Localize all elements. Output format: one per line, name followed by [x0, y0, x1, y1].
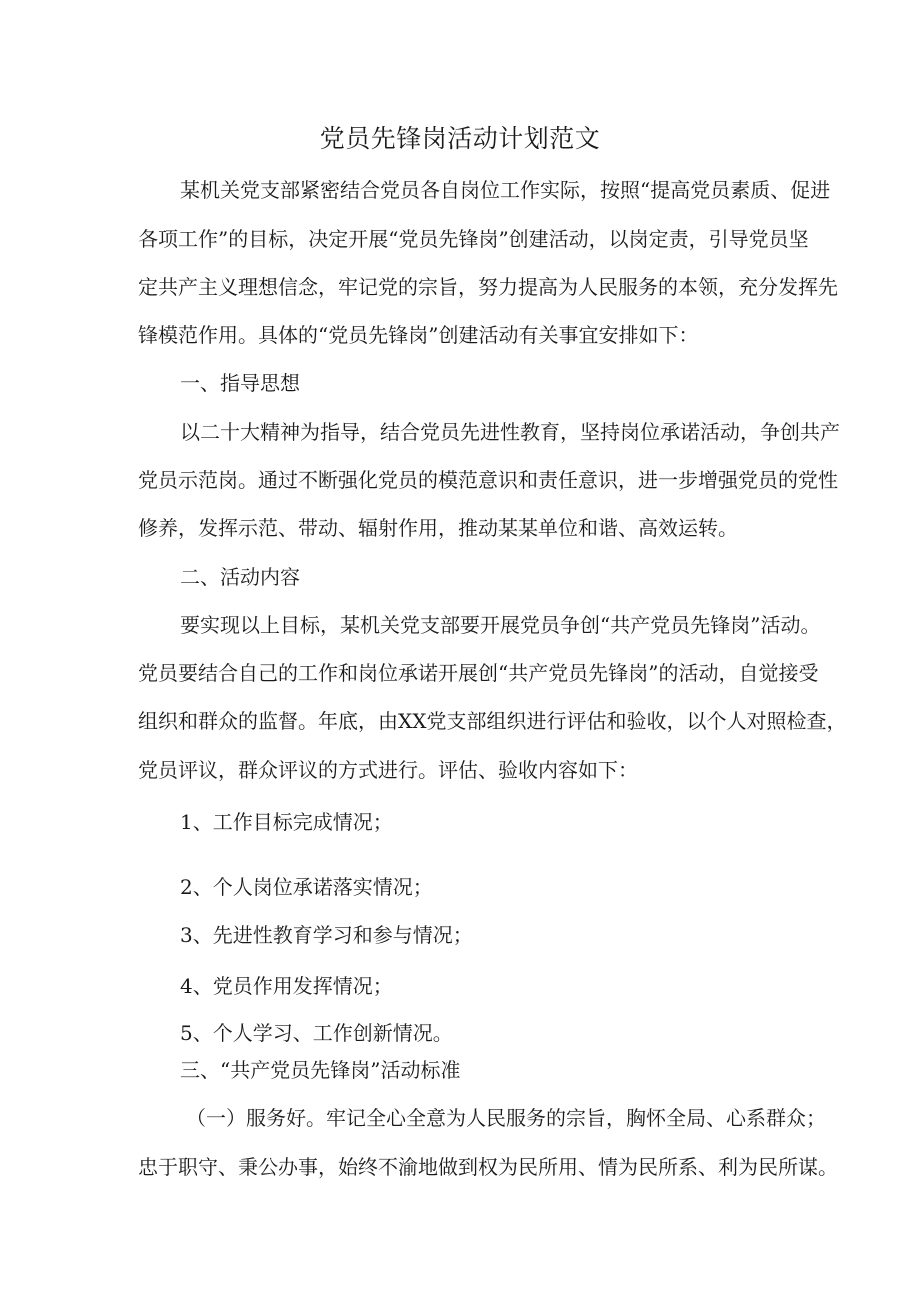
list-item: 5、个人学习、工作创新情况。 — [180, 1021, 453, 1045]
list-item: 2、个人岗位承诺落实情况； — [180, 875, 433, 899]
section1-line-2: 党员示范岗。通过不断强化党员的模范意识和责任意识，进一步增强党员的党性 — [138, 468, 838, 492]
intro-line-2: 各项工作”的目标，决定开展“党员先锋岗”创建活动，以岗定责，引导党员坚 — [138, 227, 809, 251]
section1-line-3: 修养，发挥示范、带动、辐射作用，推动某某单位和谐、高效运转。 — [138, 516, 738, 540]
section2-line-3: 组织和群众的监督。年底，由XX党支部组织进行评估和验收，以个人对照检查， — [138, 709, 847, 733]
intro-line-3: 定共产主义理想信念，牢记党的宗旨，努力提高为人民服务的本领，充分发挥先 — [138, 275, 838, 299]
section3-line-1: （一）服务好。牢记全心全意为人民服务的宗旨，胸怀全局、心系群众； — [186, 1106, 826, 1130]
document-title: 党员先锋岗活动计划范文 — [319, 124, 601, 153]
list-item: 4、党员作用发挥情况； — [180, 974, 393, 998]
intro-line-4: 锋模范作用。具体的“党员先锋岗”创建活动有关事宜安排如下： — [138, 323, 699, 347]
section2-line-4: 党员评议，群众评议的方式进行。评估、验收内容如下： — [138, 758, 638, 782]
section1-line-1: 以二十大精神为指导，结合党员先进性教育，坚持岗位承诺活动，争创共产 — [180, 420, 840, 444]
intro-line-1: 某机关党支部紧密结合党员各自岗位工作实际，按照“提高党员素质、促进 — [180, 178, 831, 202]
section3-line-2: 忠于职守、秉公办事，始终不渝地做到权为民所用、情为民所系、利为民所谋。 — [138, 1155, 838, 1179]
section2-line-1: 要实现以上目标，某机关党支部要开展党员争创“共产党员先锋岗”活动。 — [180, 613, 821, 637]
section2-line-2: 党员要结合自己的工作和岗位承诺开展创“共产党员先锋岗”的活动，自觉接受 — [138, 661, 819, 685]
list-item: 3、先进性教育学习和参与情况； — [180, 923, 473, 947]
section-heading-guiding-ideology: 一、指导思想 — [180, 371, 300, 395]
list-item: 1、工作目标完成情况； — [180, 810, 393, 834]
section-heading-activity-standards: 三、“共产党员先锋岗”活动标准 — [180, 1058, 461, 1082]
section-heading-activity-content: 二、活动内容 — [180, 565, 300, 589]
